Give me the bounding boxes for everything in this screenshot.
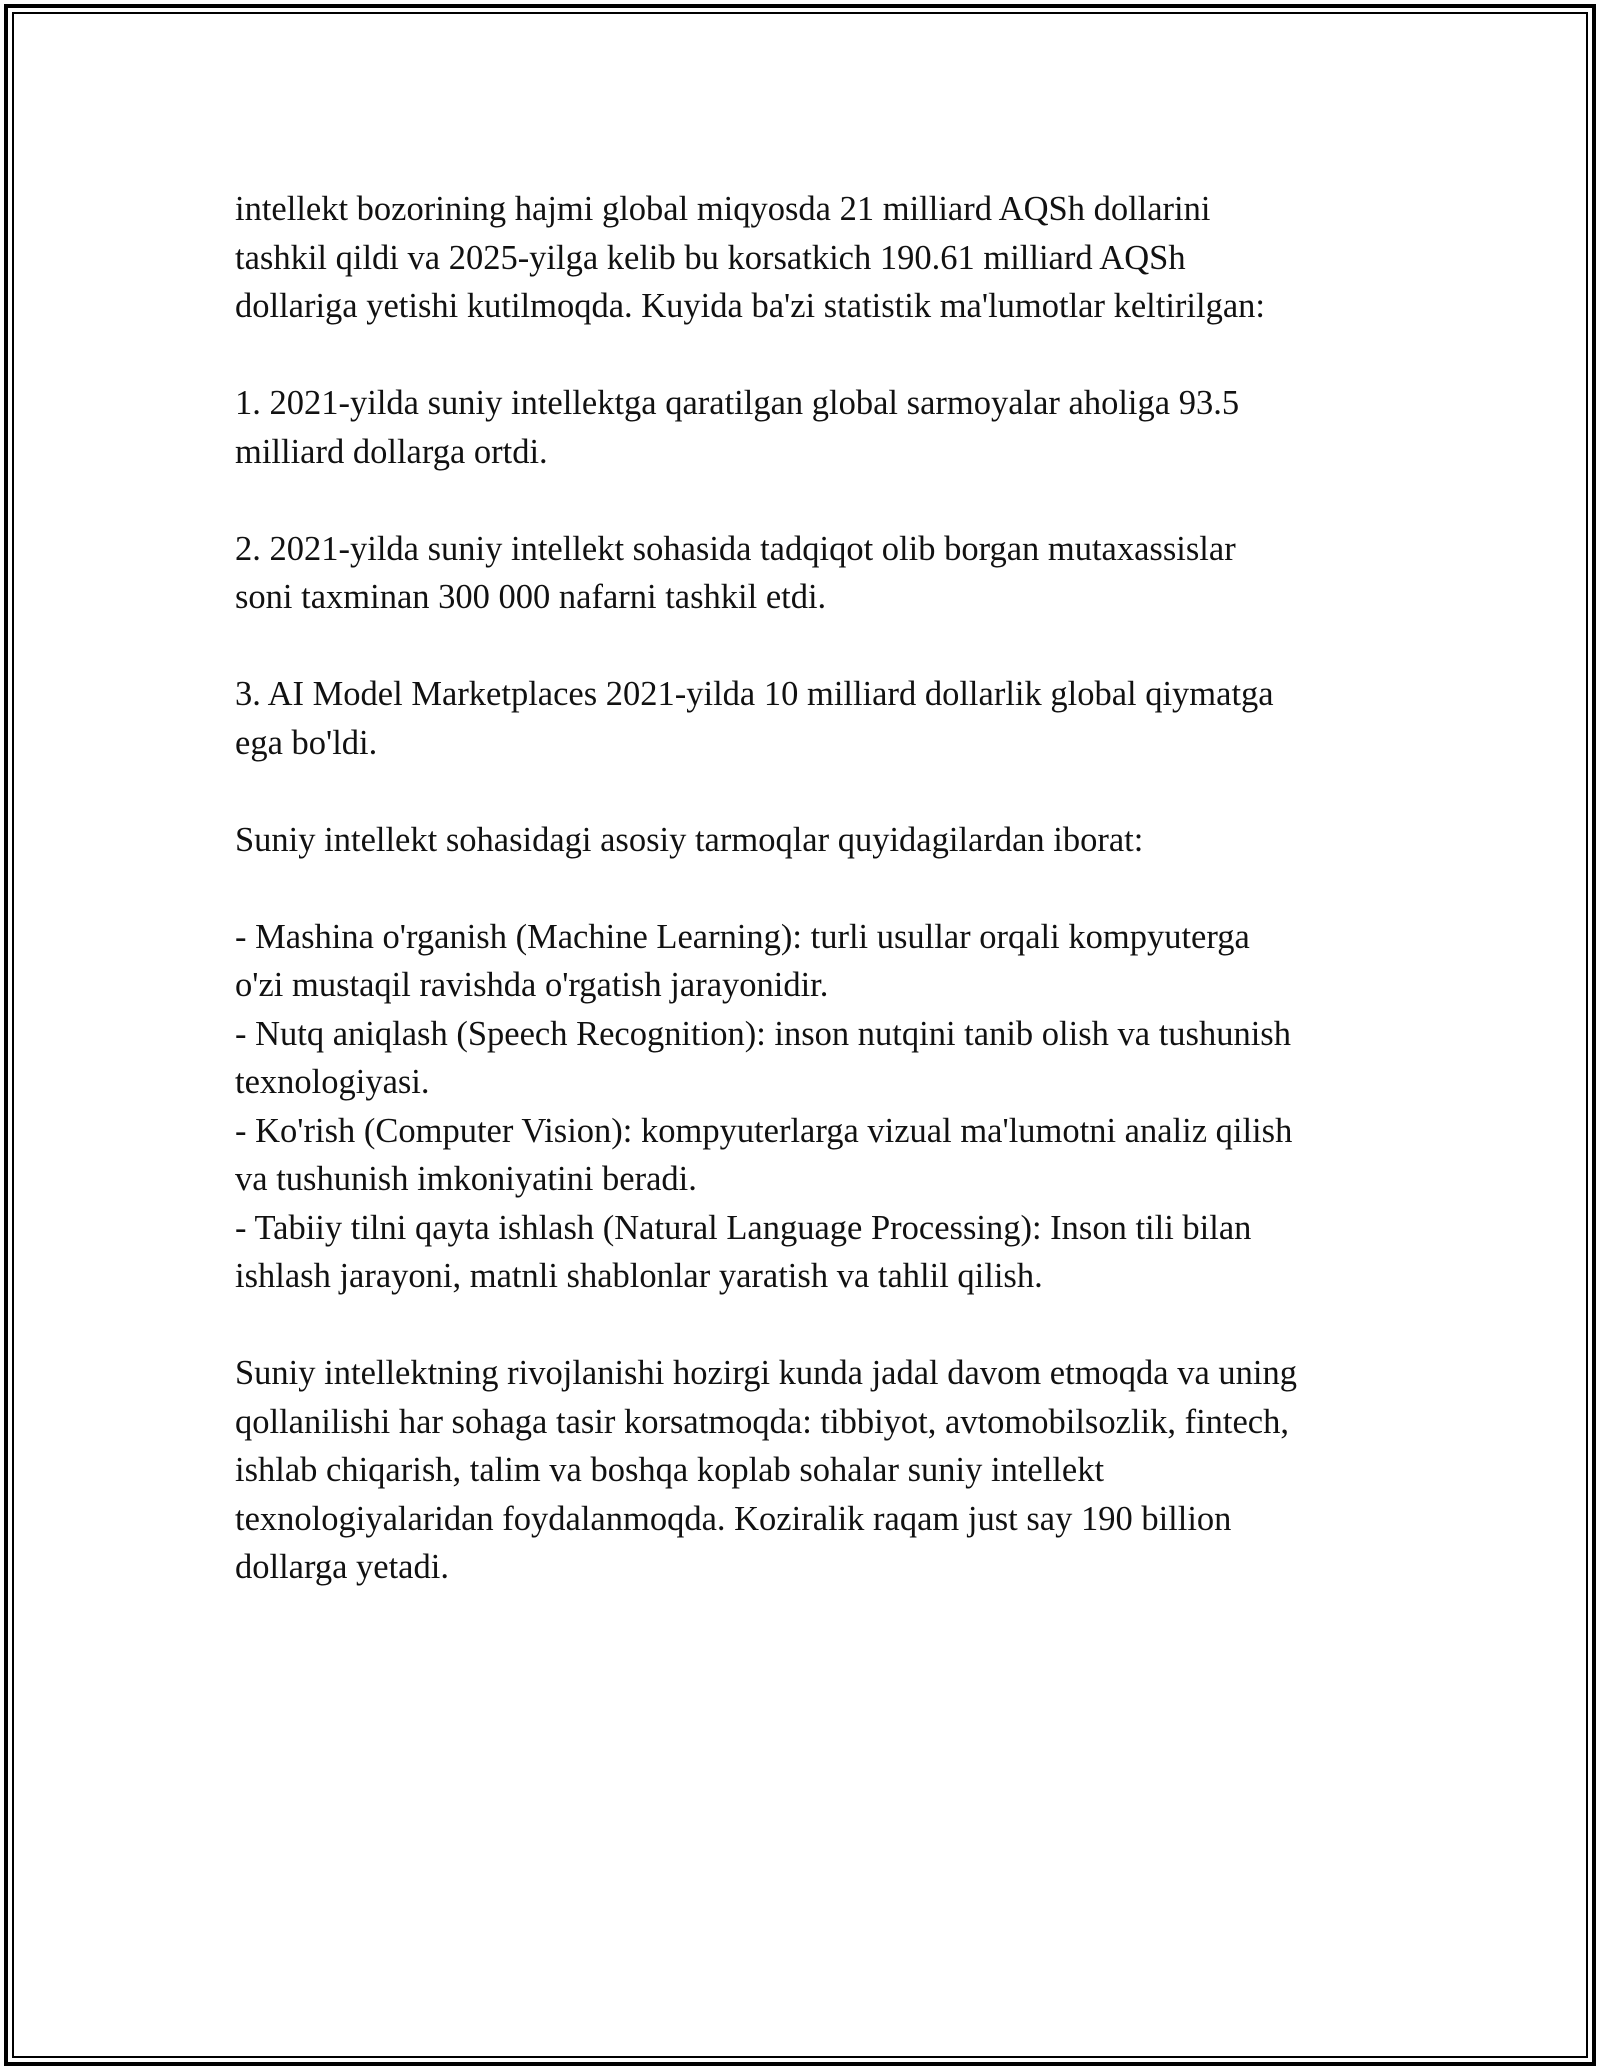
stat-item-1: 1. 2021-yilda suniy intellektga qaratilgan global sarmoyalar aholiga 93.5 milliard dollarga ortdi. (235, 384, 1240, 471)
stat-item-3: 3. AI Model Marketplaces 2021-yilda 10 milliard dollarlik global qiymatga ega bo'ldi. (235, 675, 1274, 762)
branch-item-machine-learning: - Mashina o'rganish (Machine Learning): turli usullar orqali kompyuterga o'zi mustaqil ravishda o'rgatish jarayonidir. (235, 917, 1250, 1004)
branch-item-speech-recognition: - Nutq aniqlash (Speech Recognition): inson nutqini tanib olish va tushunish texnologiyasi. (235, 1014, 1291, 1101)
spacer (235, 476, 1385, 525)
spacer (235, 767, 1385, 816)
intro-paragraph: intellekt bozorining hajmi global miqyosda 21 milliard AQSh dollarini tashkil qildi va 2025-yilga kelib bu korsatkich 190.61 milliard AQSh dollariga yetishi kutilmoqda. Kuyida ba'zi statistik ma'lumotlar keltirilgan: (235, 190, 1265, 325)
branch-item-computer-vision: - Ko'rish (Computer Vision): kompyuterlarga vizual ma'lumotni analiz qilish va tushunish imkoniyatini beradi. (235, 1111, 1293, 1198)
spacer (235, 1301, 1385, 1350)
spacer (235, 864, 1385, 913)
spacer (235, 331, 1385, 380)
document-body (235, 185, 1385, 1592)
conclusion-paragraph: Suniy intellektning rivojlanishi hozirgi kunda jadal davom etmoqda va uning qollanilishi har sohaga tasir korsatmoqda: tibbiyot, avtomobilsozlik, fintech, ishlab chiqarish, talim va boshqa koplab sohalar suniy intellekt texnologiyalaridan foydalanmoqda. Koziralik raqam just say 190 billion dollarga yetadi. (235, 1354, 1297, 1586)
branch-item-nlp: - Tabiiy tilni qayta ishlash (Natural Language Processing): Inson tili bilan ishlash jarayoni, matnli shablonlar yaratish va tahlil qilish. (235, 1208, 1252, 1295)
branches-heading: Suniy intellekt sohasidagi asosiy tarmoqlar quyidagilardan iborat: (235, 820, 1144, 859)
spacer (235, 622, 1385, 671)
stat-item-2: 2. 2021-yilda suniy intellekt sohasida tadqiqot olib borgan mutaxassislar soni taxminan 300 000 nafarni tashkil etdi. (235, 529, 1236, 616)
